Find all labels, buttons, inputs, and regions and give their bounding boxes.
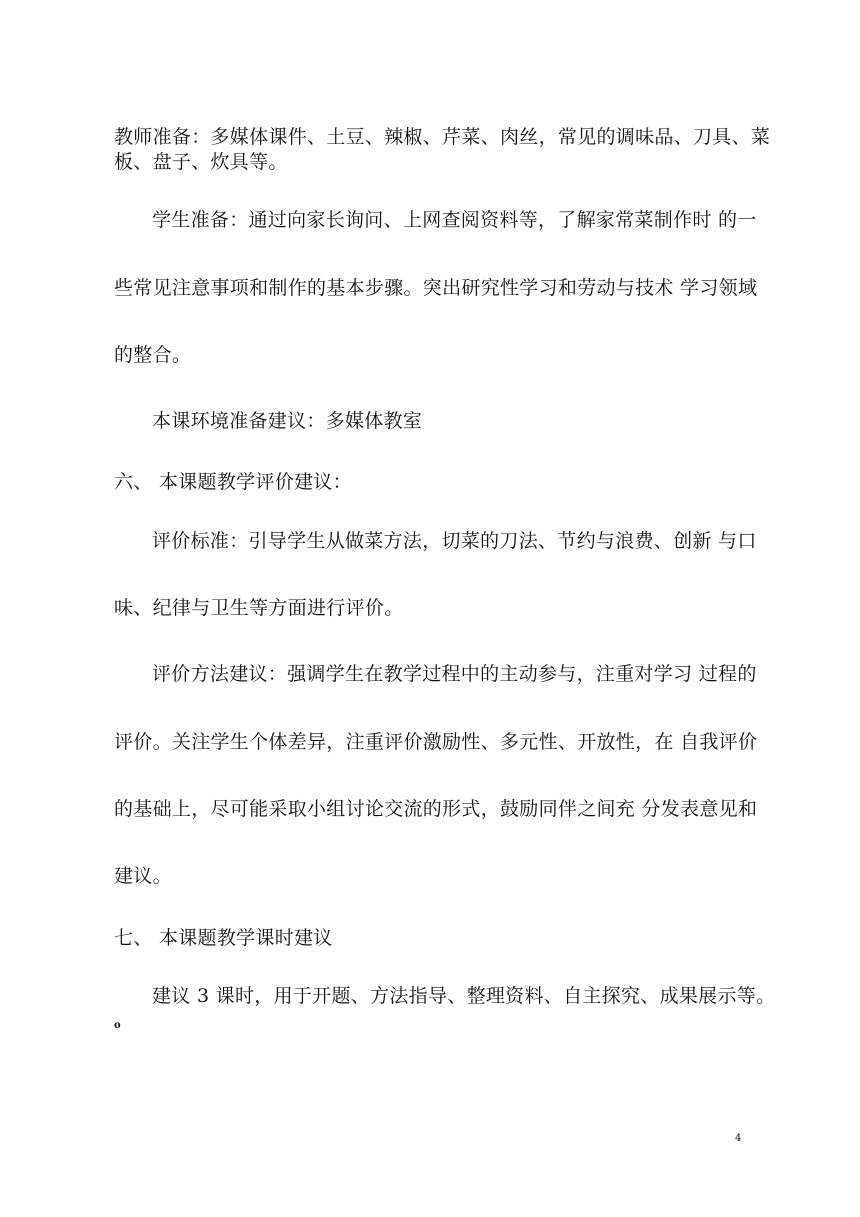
- section-heading-six: 六、 本课题教学评价建议：: [114, 471, 352, 493]
- paragraph-line-environment: 本课环境准备建议：多媒体教室: [152, 410, 423, 432]
- paragraph-line-evaluation-method: 评价方法建议：强调学生在教学过程中的主动参与，注重对学习 过程的: [152, 663, 757, 685]
- page-number: 4: [735, 1133, 742, 1144]
- paragraph-line-evaluation-standard: 评价标准：引导学生从做菜方法，切菜的刀法、节约与浪费、创新 与口: [152, 530, 757, 552]
- section-heading-seven: 七、 本课题教学课时建议: [114, 927, 333, 949]
- paragraph-line-evaluation-method-cont-3: 建议。: [114, 865, 172, 887]
- paragraph-line-evaluation-method-cont-1: 评价。关注学生个体差异，注重评价激励性、多元性、开放性，在 自我评价: [114, 731, 758, 753]
- paragraph-line-class-hours: 建议 3 课时，用于开题、方法指导、整理资料、自主探究、成果展示等。: [152, 985, 776, 1007]
- paragraph-line-student-prep-cont-2: 的整合。: [114, 344, 192, 366]
- paragraph-line-student-prep: 学生准备：通过向家长询问、上网查阅资料等，了解家常菜制作时 的一: [152, 209, 757, 231]
- paragraph-line-teacher-prep: 教师准备：多媒体课件、土豆、辣椒、芹菜、肉丝，常见的调味品、刀具、菜: [114, 126, 771, 148]
- paragraph-line-evaluation-standard-cont: 味、纪律与卫生等方面进行评价。: [114, 597, 404, 619]
- paragraph-line-student-prep-cont-1: 些常见注意事项和制作的基本步骤。突出研究性学习和劳动与技术 学习领域: [114, 277, 758, 299]
- trailing-mark: o: [114, 1020, 121, 1031]
- paragraph-line-evaluation-method-cont-2: 的基础上，尽可能采取小组讨论交流的形式，鼓励同伴之间充 分发表意见和: [114, 798, 758, 820]
- paragraph-line-teacher-prep-cont: 板、盘子、炊具等。: [114, 151, 288, 173]
